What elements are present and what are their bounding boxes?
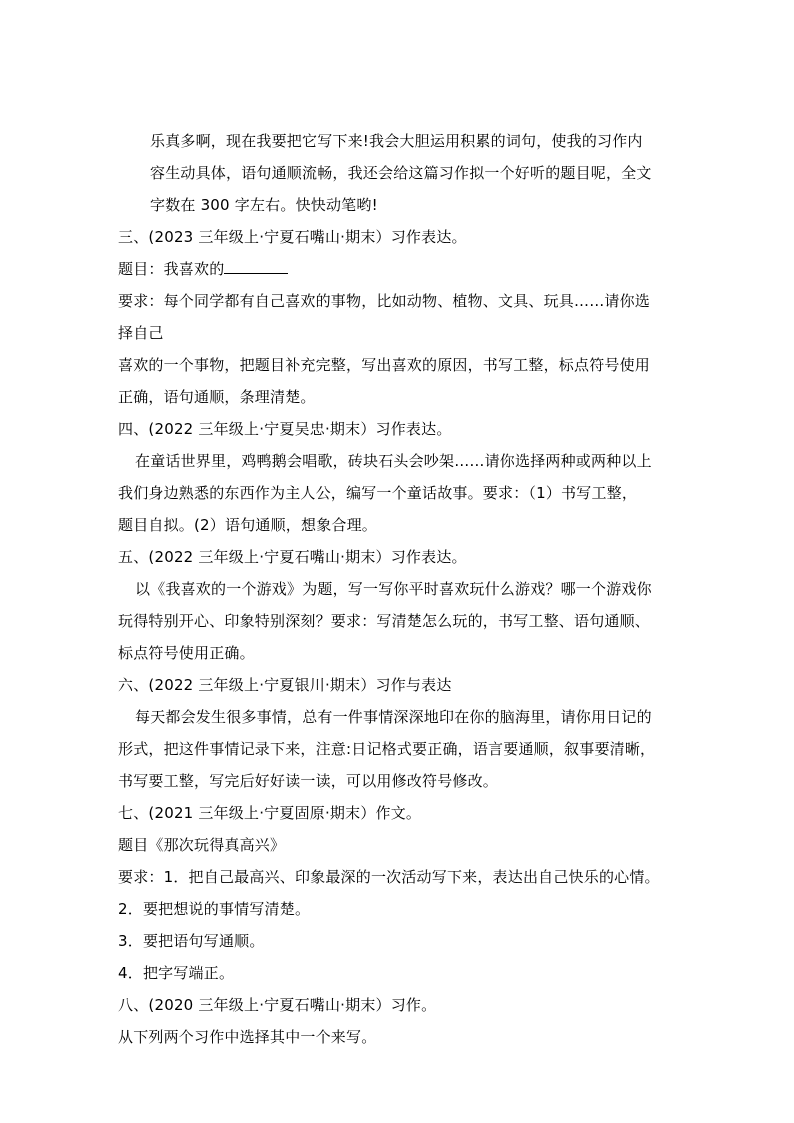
q7-heading: 七、(2021 三年级上·宁夏固原·期末）作文。 — [118, 804, 422, 822]
q5-heading: 五、(2022 三年级上·宁夏石嘴山·期末）习作表达。 — [118, 548, 467, 566]
q4-paragraph-line-2: 我们身边熟悉的东西作为主人公，编写一个童话故事。要求：（1）书写工整， — [118, 484, 638, 502]
q8-paragraph-line-1: 从下列两个习作中选择其中一个来写。 — [118, 1028, 377, 1046]
q7-requirement-line-4: 4．把字写端正。 — [118, 964, 235, 982]
q7-title: 题目《那次玩得真高兴》 — [118, 836, 286, 854]
q5-paragraph-line-3: 标点符号使用正确。 — [118, 644, 255, 662]
q3-requirement-line-2: 择自己 — [118, 324, 164, 342]
q6-heading: 六、(2022 三年级上·宁夏银川·期末）习作与表达 — [118, 676, 452, 694]
q3-requirement-line-1: 要求：每个同学都有自己喜欢的事物，比如动物、植物、文具、玩具……请你选 — [118, 292, 651, 310]
q6-paragraph-line-3: 书写要工整，写完后好好读一读，可以用修改符号修改。 — [118, 772, 499, 790]
q7-requirement-line-2: 2．要把想说的事情写清楚。 — [118, 900, 311, 918]
prev-text-line-1: 乐真多啊，现在我要把它写下来!我会大胆运用积累的词句，使我的习作内 — [150, 132, 643, 150]
q6-paragraph-line-2: 形式，把这件事情记录下来，注意:日记格式要正确，语言要通顺，叙事要清晰， — [118, 740, 656, 758]
q3-requirement-line-4: 正确，语句通顺，条理清楚。 — [118, 388, 316, 406]
q7-requirement-line-1: 要求：1．把自己最高兴、印象最深的一次活动写下来，表达出自己快乐的心情。 — [118, 868, 660, 886]
q4-paragraph-line-1: 在童话世界里，鸡鸭鹅会唱歌，砖块石头会吵架……请你选择两种或两种以上 — [135, 452, 652, 470]
q6-paragraph-line-1: 每天都会发生很多事情，总有一件事情深深地印在你的脑海里，请你用日记的 — [135, 708, 652, 726]
q4-paragraph-line-3: 题目自拟。(2）语句通顺，想象合理。 — [118, 516, 377, 534]
q3-heading: 三、(2023 三年级上·宁夏石嘴山·期末）习作表达。 — [118, 228, 467, 246]
q5-paragraph-line-1: 以《我喜欢的一个游戏》为题，写一写你平时喜欢玩什么游戏？哪一个游戏你 — [135, 580, 652, 598]
prev-text-line-3: 字数在 300 字左右。快快动笔哟! — [150, 196, 378, 214]
q3-title — [118, 259, 288, 279]
q5-paragraph-line-2: 玩得特别开心、印象特别深刻？要求：写清楚怎么玩的，书写工整、语句通顺、 — [118, 612, 651, 630]
prev-text-line-2: 容生动具体，语句通顺流畅，我还会给这篇习作拟一个好听的题目呢，全文 — [150, 164, 652, 182]
q3-title-blank — [224, 259, 288, 274]
q4-heading: 四、(2022 三年级上·宁夏吴忠·期末）习作表达。 — [118, 420, 452, 438]
q8-heading: 八、(2020 三年级上·宁夏石嘴山·期末）习作。 — [118, 996, 437, 1014]
q3-title-text: 题目：我喜欢的 — [118, 260, 225, 278]
q7-requirement-line-3: 3．要把语句写通顺。 — [118, 932, 265, 950]
q3-requirement-line-3: 喜欢的一个事物，把题目补充完整，写出喜欢的原因，书写工整，标点符号使用 — [118, 356, 651, 374]
